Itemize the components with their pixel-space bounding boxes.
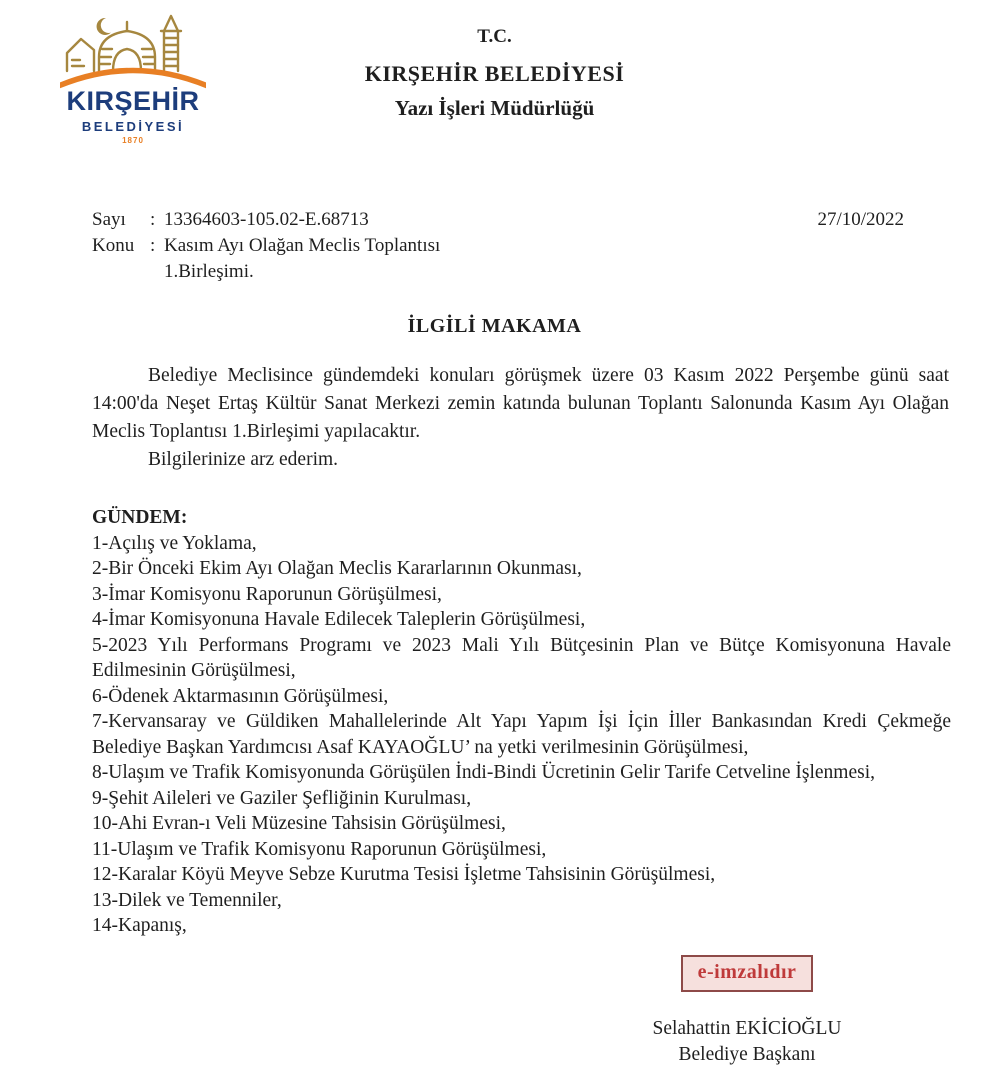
agenda-item-3: 3-İmar Komisyonu Raporunun Görüşülmesi, <box>92 583 442 605</box>
signature-block <box>617 955 877 1068</box>
logo-municipality-label: BELEDİYESİ <box>81 119 185 134</box>
agenda-item-1: 1-Açılış ve Yoklama, <box>92 532 257 554</box>
agenda-item-13: 13-Dilek ve Temenniler, <box>92 889 282 911</box>
agenda-item-4: 4-İmar Komisyonuna Havale Edilecek Taleplerin Görüşülmesi, <box>92 609 586 630</box>
konu-value-continuation: 1.Birleşimi. <box>164 261 254 282</box>
logo-founding-year: 1870 <box>122 136 144 145</box>
document-date: 27/10/2022 <box>817 209 904 230</box>
municipality-logo <box>58 8 208 145</box>
e-signature-stamp: e-imzalıdır <box>681 955 814 992</box>
signer-name: Selahattin EKİCİOĞLU <box>652 1018 842 1039</box>
konu-label: Konu <box>92 235 135 256</box>
agenda-item-11: 11-Ulaşım ve Trafik Komisyonu Raporunun Görüşülmesi, <box>92 838 547 860</box>
logo-city-name: KIRŞEHİR <box>66 86 200 116</box>
agenda-item-7: 7-Kervansaray ve Güldiken Mahallelerinde Alt Yapı Yapım İşi İçin İller Bankasından Kredi Çekmeğe Belediye Başkan Yardımcısı Asaf KAYAOĞLU’ na yetki verilmesinin Görüşülmesi, <box>92 711 951 758</box>
letterhead-department: Yazı İşleri Müdürlüğü <box>394 96 595 120</box>
reference-table <box>92 207 440 285</box>
agenda-item-9: 9-Şehit Aileleri ve Gaziler Şefliğinin Kurulması, <box>92 787 472 809</box>
closing-line: Bilgilerinize arz ederim. <box>148 449 339 470</box>
agenda-item-6: 6-Ödenek Aktarmasının Görüşülmesi, <box>92 685 389 707</box>
agenda-title: GÜNDEM: <box>92 507 188 528</box>
letterhead-tc: T.C. <box>477 26 512 47</box>
crescent-icon <box>97 18 111 35</box>
agenda-section <box>92 505 951 939</box>
agenda-item-12: 12-Karalar Köyü Meyve Sebze Kurutma Tesisi İşletme Tahsisinin Görüşülmesi, <box>92 864 716 885</box>
agenda-item-8: 8-Ulaşım ve Trafik Komisyonunda Görüşülen İndi-Bindi Ücretinin Gelir Tarife Cetveline İşlenmesi, <box>92 762 876 783</box>
konu-value: Kasım Ayı Olağan Meclis Toplantısı <box>164 235 441 256</box>
subject-heading: İLGİLİ MAKAMA <box>407 315 582 337</box>
reference-row <box>92 207 944 285</box>
sayi-value: 13364603-105.02-E.68713 <box>164 209 369 230</box>
body-paragraph: Belediye Meclisince gündemdeki konuları görüşmek üzere 03 Kasım 2022 Perşembe günü saat 14:00'da Neşet Ertaş Kültür Sanat Merkezi zemin katında bulunan Toplantı Salonunda Kasım Ayı Olağan Meclis Toplantısı 1.Birleşimi yapılacaktır. <box>92 365 949 442</box>
agenda-item-2: 2-Bir Önceki Ekim Ayı Olağan Meclis Kararlarının Okunması, <box>92 558 582 579</box>
letterhead-organization: KIRŞEHİR BELEDİYESİ <box>364 61 625 86</box>
agenda-item-14: 14-Kapanış, <box>92 915 187 936</box>
orange-arc <box>60 71 206 88</box>
signer-title: Belediye Başkanı <box>678 1044 816 1065</box>
agenda-item-10: 10-Ahi Evran-ı Veli Müzesine Tahsisin Görüşülmesi, <box>92 813 506 834</box>
agenda-item-5: 5-2023 Yılı Performans Programı ve 2023 Mali Yılı Bütçesinin Plan ve Bütçe Komisyonuna Havale Edilmesinin Görüşülmesi, <box>92 634 951 681</box>
mosque-skyline-icon <box>60 8 206 90</box>
sayi-label: Sayı <box>92 209 126 230</box>
sayi-colon: : <box>150 209 156 230</box>
konu-colon: : <box>150 235 156 256</box>
